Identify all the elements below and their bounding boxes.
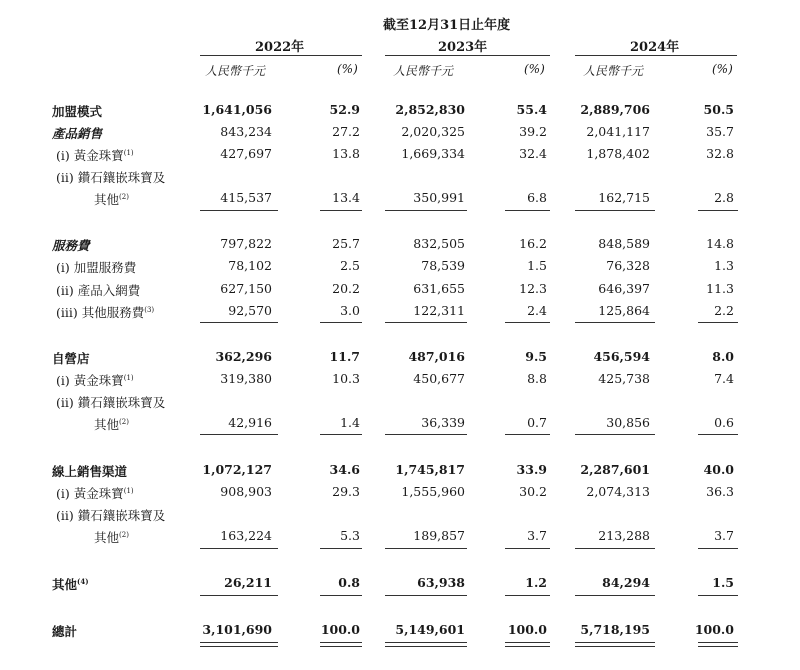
percent-cell: 100.0 <box>507 622 547 637</box>
amount-cell: 78,539 <box>421 258 465 273</box>
amount-cell: 125,864 <box>598 303 650 318</box>
amount-cell: 797,822 <box>220 236 272 251</box>
subtotal-rule <box>200 595 278 596</box>
percent-cell: 1.5 <box>712 575 734 590</box>
amount-cell: 427,697 <box>220 146 272 161</box>
subtotal-rule <box>575 548 655 549</box>
amount-cell: 646,397 <box>598 281 650 296</box>
amount-cell: 848,589 <box>598 236 650 251</box>
percent-cell: 0.6 <box>714 415 734 430</box>
percent-cell: 16.2 <box>519 236 547 251</box>
percent-cell: 1.3 <box>714 258 734 273</box>
table-row <box>0 462 800 482</box>
row-label: (iii) 其他服務費$^{(3)}$ <box>56 305 155 320</box>
subtotal-rule <box>320 210 362 211</box>
table-row <box>0 124 800 144</box>
percent-cell: 55.4 <box>516 102 547 117</box>
amount-cell: 832,505 <box>413 236 465 251</box>
amount-cell: 843,234 <box>220 124 272 139</box>
percent-cell: 25.7 <box>332 236 360 251</box>
subtotal-rule <box>200 434 278 435</box>
percent-cell: 32.8 <box>706 146 734 161</box>
unit-2022: 人民幣千元 <box>205 64 266 78</box>
period-header: 截至12月31日止年度 <box>383 18 511 33</box>
amount-cell: 78,102 <box>228 258 272 273</box>
table-row <box>0 506 800 526</box>
subtotal-rule <box>385 548 467 549</box>
footnote-marker: (2) <box>119 417 129 426</box>
amount-cell: 162,715 <box>598 190 650 205</box>
subtotal-rule <box>575 322 655 323</box>
table-row <box>0 575 800 595</box>
subtotal-rule <box>505 322 550 323</box>
footnote-marker: (2) <box>119 192 129 201</box>
amount-cell: 631,655 <box>413 281 465 296</box>
percent-cell: 100.0 <box>694 622 734 637</box>
unit-2024: 人民幣千元 <box>583 64 644 78</box>
subtotal-rule <box>200 322 278 323</box>
percent-cell: 52.9 <box>329 102 360 117</box>
year-2024: 2024年 <box>630 40 680 55</box>
table-row <box>0 236 800 256</box>
percent-cell: 2.8 <box>714 190 734 205</box>
amount-cell: 425,738 <box>598 371 650 386</box>
amount-cell: 415,537 <box>220 190 272 205</box>
row-label: (i) 黃金珠寶$^{(1)}$ <box>56 148 134 163</box>
subtotal-rule <box>575 434 655 435</box>
amount-cell: 189,857 <box>413 528 465 543</box>
subtotal-rule <box>698 322 738 323</box>
total-double-rule <box>320 642 362 647</box>
amount-cell: 122,311 <box>413 303 465 318</box>
percent-cell: 6.8 <box>527 190 547 205</box>
percent-cell: 11.3 <box>706 281 734 296</box>
year-2022: 2022年 <box>255 40 305 55</box>
row-label: 加盟模式 <box>52 104 103 119</box>
percent-cell: 3.7 <box>527 528 547 543</box>
amount-cell: 63,938 <box>417 575 465 590</box>
percent-cell: 3.7 <box>714 528 734 543</box>
amount-cell: 26,211 <box>224 575 272 590</box>
row-label: 自營店 <box>52 351 90 366</box>
amount-cell: 450,677 <box>413 371 465 386</box>
amount-cell: 84,294 <box>602 575 650 590</box>
percent-cell: 2.5 <box>340 258 360 273</box>
subtotal-rule <box>385 434 467 435</box>
amount-cell: 2,852,830 <box>395 102 465 117</box>
footnote-marker: (1) <box>123 486 134 495</box>
amount-cell: 213,288 <box>598 528 650 543</box>
percent-cell: 7.4 <box>714 371 734 386</box>
row-label: (ii) 鑽石鑲嵌珠寶及 <box>56 395 166 410</box>
percent-cell: 5.3 <box>340 528 360 543</box>
subtotal-rule <box>575 595 655 596</box>
row-label: 其他$^{(4)}$ <box>52 576 89 592</box>
percent-cell: 32.4 <box>519 146 547 161</box>
percent-cell: 3.0 <box>340 303 360 318</box>
amount-cell: 2,889,706 <box>580 102 650 117</box>
percent-cell: 12.3 <box>519 281 547 296</box>
percent-cell: 13.8 <box>332 146 360 161</box>
pct-2022: (%) <box>337 62 358 76</box>
row-label: (i) 黃金珠寶$^{(1)}$ <box>56 486 134 501</box>
percent-cell: 33.9 <box>516 462 547 477</box>
percent-cell: 1.4 <box>340 415 360 430</box>
amount-cell: 36,339 <box>421 415 465 430</box>
subtotal-rule <box>320 548 362 549</box>
total-double-rule <box>698 642 738 647</box>
percent-cell: 9.5 <box>525 349 547 364</box>
table-row <box>0 415 800 435</box>
percent-cell: 2.4 <box>527 303 547 318</box>
subtotal-rule <box>575 210 655 211</box>
subtotal-rule <box>385 322 467 323</box>
pct-2023: (%) <box>524 62 545 76</box>
row-label: (ii) 產品入網費 <box>56 283 141 298</box>
table-row <box>0 102 800 122</box>
subtotal-rule <box>505 210 550 211</box>
percent-cell: 29.3 <box>332 484 360 499</box>
subtotal-rule <box>505 595 550 596</box>
subtotal-rule <box>200 548 278 549</box>
percent-cell: 11.7 <box>329 349 360 364</box>
row-label: 其他$^{(2)}$ <box>94 192 129 207</box>
row-label: 服務費 <box>52 238 90 253</box>
amount-cell: 487,016 <box>408 349 465 364</box>
percent-cell: 1.2 <box>525 575 547 590</box>
percent-cell: 0.8 <box>338 575 360 590</box>
year-2023: 2023年 <box>438 40 488 55</box>
percent-cell: 50.5 <box>703 102 734 117</box>
row-label: 總計 <box>52 624 78 639</box>
subtotal-rule <box>320 434 362 435</box>
table-row <box>0 371 800 391</box>
table-row <box>0 349 800 369</box>
row-label: (i) 黃金珠寶$^{(1)}$ <box>56 373 134 388</box>
amount-cell: 30,856 <box>606 415 650 430</box>
subtotal-rule <box>385 210 467 211</box>
percent-cell: 39.2 <box>519 124 547 139</box>
unit-2023: 人民幣千元 <box>393 64 454 78</box>
amount-cell: 456,594 <box>593 349 650 364</box>
percent-cell: 8.0 <box>712 349 734 364</box>
amount-cell: 2,074,313 <box>586 484 650 499</box>
year-underline-2024 <box>575 55 737 56</box>
percent-cell: 13.4 <box>332 190 360 205</box>
table-row <box>0 622 800 642</box>
subtotal-rule <box>505 548 550 549</box>
percent-cell: 34.6 <box>329 462 360 477</box>
amount-cell: 362,296 <box>215 349 272 364</box>
percent-cell: 100.0 <box>320 622 360 637</box>
table-row <box>0 393 800 413</box>
pct-2024: (%) <box>712 62 733 76</box>
amount-cell: 163,224 <box>220 528 272 543</box>
total-double-rule <box>385 642 467 647</box>
year-underline-2022 <box>200 55 362 56</box>
amount-cell: 92,570 <box>228 303 272 318</box>
subtotal-rule <box>698 210 738 211</box>
amount-cell: 1,669,334 <box>401 146 465 161</box>
amount-cell: 5,149,601 <box>395 622 465 637</box>
row-label: (ii) 鑽石鑲嵌珠寶及 <box>56 170 166 185</box>
table-row <box>0 484 800 504</box>
footnote-marker: (3) <box>144 305 155 314</box>
table-row <box>0 146 800 166</box>
subtotal-rule <box>385 595 467 596</box>
row-label: 其他$^{(2)}$ <box>94 530 129 545</box>
footnote-marker: (4) <box>77 576 89 586</box>
subtotal-rule <box>698 548 738 549</box>
footnote-marker: (1) <box>123 148 134 157</box>
table-row <box>0 303 800 323</box>
percent-cell: 2.2 <box>714 303 734 318</box>
percent-cell: 0.7 <box>527 415 547 430</box>
amount-cell: 2,041,117 <box>586 124 650 139</box>
row-label: 其他$^{(2)}$ <box>94 417 129 432</box>
amount-cell: 42,916 <box>228 415 272 430</box>
subtotal-rule <box>698 595 738 596</box>
row-label: (ii) 鑽石鑲嵌珠寶及 <box>56 508 166 523</box>
subtotal-rule <box>200 210 278 211</box>
table-row <box>0 528 800 548</box>
percent-cell: 1.5 <box>527 258 547 273</box>
subtotal-rule <box>505 434 550 435</box>
percent-cell: 10.3 <box>332 371 360 386</box>
table-row <box>0 190 800 210</box>
amount-cell: 1,745,817 <box>395 462 465 477</box>
footnote-marker: (1) <box>123 373 134 382</box>
row-label: 線上銷售渠道 <box>52 464 128 479</box>
percent-cell: 20.2 <box>332 281 360 296</box>
percent-cell: 35.7 <box>706 124 734 139</box>
amount-cell: 319,380 <box>220 371 272 386</box>
amount-cell: 3,101,690 <box>202 622 272 637</box>
amount-cell: 1,072,127 <box>202 462 272 477</box>
amount-cell: 908,903 <box>220 484 272 499</box>
subtotal-rule <box>320 595 362 596</box>
table-row <box>0 258 800 278</box>
amount-cell: 350,991 <box>413 190 465 205</box>
amount-cell: 5,718,195 <box>580 622 650 637</box>
percent-cell: 27.2 <box>332 124 360 139</box>
total-double-rule <box>200 642 278 647</box>
subtotal-rule <box>698 434 738 435</box>
amount-cell: 1,555,960 <box>401 484 465 499</box>
total-double-rule <box>505 642 550 647</box>
amount-cell: 76,328 <box>606 258 650 273</box>
subtotal-rule <box>320 322 362 323</box>
year-underline-2023 <box>385 55 550 56</box>
percent-cell: 8.8 <box>527 371 547 386</box>
footnote-marker: (2) <box>119 530 129 539</box>
percent-cell: 14.8 <box>706 236 734 251</box>
table-row <box>0 281 800 301</box>
amount-cell: 1,641,056 <box>202 102 272 117</box>
percent-cell: 30.2 <box>519 484 547 499</box>
total-double-rule <box>575 642 655 647</box>
amount-cell: 2,020,325 <box>401 124 465 139</box>
amount-cell: 2,287,601 <box>580 462 650 477</box>
row-label: (i) 加盟服務費 <box>56 260 137 275</box>
amount-cell: 1,878,402 <box>586 146 650 161</box>
row-label: 產品銷售 <box>52 126 103 141</box>
percent-cell: 36.3 <box>706 484 734 499</box>
percent-cell: 40.0 <box>703 462 734 477</box>
table-row <box>0 168 800 188</box>
amount-cell: 627,150 <box>220 281 272 296</box>
